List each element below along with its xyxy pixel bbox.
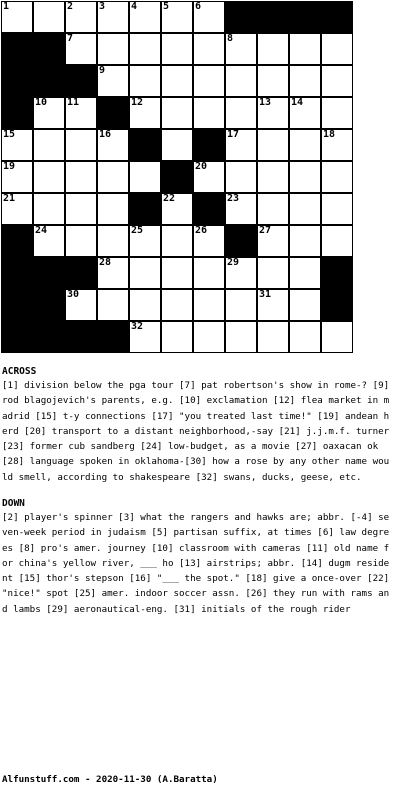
clue-number: 19 [3,161,16,172]
black-square [65,257,97,289]
clue-number: 11 [67,97,80,108]
down-clues: [2] player's spinner [3] what the rangers and hawks are; abbr. [-4] seven-week period in judaism [5] partisan suffix, at times [6] law degrees [8] pro's amer. journey [10] classroom with cameras [11] old name for china's yellow river, ___ ho [13] airstrips; abbr. [14] dugm resident [15] thor's stepson [16] "___ the spot." [18] give a once-over [22] "nice!" spot [25] amer. indoor soccer assn. [26] they run with rams and lambs [29] aeronautical-eng. [31] initials of the rough rider [2,512,395,615]
black-square [1,65,33,97]
clue-number: 29 [227,257,240,268]
across-clues: [1] division below the pga tour [7] pat robertson's show in rome-? [9] rod blagojevich's parents, e.g. [10] exclamation [12] flea market in madrid [15] t-y connections [17] "you treated last time!" [19] andean herd [20] transport to a distant neighborhood,-say [21] j.j.m.f. turner [23] former cub sandberg [24] low-budget, as a movie [27] oaxacan ok [28] language spoken in oklahoma-[30] how a rose by any other name would smell, according to shakespeare [32] swans, ducks, geese, etc. [2,380,395,483]
letter-square[interactable] [225,97,257,129]
black-square [321,1,353,33]
letter-square[interactable] [129,257,161,289]
clue-number: 7 [67,33,74,44]
letter-square[interactable] [97,289,129,321]
black-square [129,129,161,161]
letter-square[interactable] [33,129,65,161]
letter-square[interactable] [225,129,257,161]
letter-square[interactable] [257,161,289,193]
letter-square[interactable] [289,129,321,161]
letter-square[interactable] [129,65,161,97]
letter-square[interactable] [65,129,97,161]
clue-number: 27 [259,225,272,236]
letter-square[interactable] [257,65,289,97]
letter-square[interactable] [97,161,129,193]
letter-square[interactable] [33,1,65,33]
letter-square[interactable] [161,289,193,321]
clue-number: 10 [35,97,48,108]
letter-square[interactable] [33,97,65,129]
clue-number: 21 [3,193,16,204]
letter-square[interactable] [97,225,129,257]
footer-credit: Alfunstuff.com - 2020-11-30 (A.Baratta) [2,774,218,785]
letter-square[interactable] [257,97,289,129]
clue-number: 6 [195,1,202,12]
letter-square[interactable] [193,161,225,193]
letter-square[interactable] [161,1,193,33]
letter-square[interactable] [289,65,321,97]
letter-square[interactable] [129,1,161,33]
letter-square[interactable] [321,225,353,257]
black-square [33,65,65,97]
letter-square[interactable] [97,33,129,65]
black-square [33,257,65,289]
black-square [1,289,33,321]
letter-square[interactable] [129,321,161,353]
letter-square[interactable] [97,193,129,225]
letter-square[interactable] [33,161,65,193]
letter-square[interactable] [65,289,97,321]
letter-square[interactable] [97,257,129,289]
clue-number: 8 [227,33,234,44]
letter-square[interactable] [225,193,257,225]
black-square [225,1,257,33]
letter-square[interactable] [257,321,289,353]
letter-square[interactable] [321,33,353,65]
clue-number: 26 [195,225,208,236]
letter-square[interactable] [65,97,97,129]
letter-square[interactable] [161,225,193,257]
letter-square[interactable] [289,33,321,65]
letter-square[interactable] [97,65,129,97]
letter-square[interactable] [193,1,225,33]
clue-number: 24 [35,225,48,236]
letter-square[interactable] [225,161,257,193]
letter-square[interactable] [65,161,97,193]
black-square [289,1,321,33]
black-square [97,321,129,353]
black-square [97,97,129,129]
letter-square[interactable] [97,129,129,161]
clue-number: 14 [291,97,304,108]
letter-square[interactable] [257,257,289,289]
clue-number: 25 [131,225,144,236]
letter-square[interactable] [129,225,161,257]
clue-number: 16 [99,129,112,140]
black-square [65,321,97,353]
letter-square[interactable] [257,289,289,321]
letter-square[interactable] [193,321,225,353]
clue-number: 3 [99,1,106,12]
across-heading: ACROSS [2,366,37,377]
clue-number: 5 [163,1,170,12]
letter-square[interactable] [225,289,257,321]
clue-number: 22 [163,193,176,204]
black-square [321,257,353,289]
letter-square[interactable] [1,129,33,161]
letter-square[interactable] [321,129,353,161]
clue-number: 23 [227,193,240,204]
black-square [1,257,33,289]
letter-square[interactable] [161,257,193,289]
letter-square[interactable] [1,1,33,33]
letter-square[interactable] [33,193,65,225]
clue-number: 17 [227,129,240,140]
letter-square[interactable] [161,321,193,353]
black-square [321,289,353,321]
letter-square[interactable] [289,289,321,321]
letter-square[interactable] [65,1,97,33]
clue-number: 1 [3,1,10,12]
clue-number: 18 [323,129,336,140]
letter-square[interactable] [129,33,161,65]
letter-square[interactable] [65,193,97,225]
letter-square[interactable] [225,257,257,289]
letter-square[interactable] [257,129,289,161]
clue-number: 13 [259,97,272,108]
letter-square[interactable] [193,33,225,65]
clue-number: 30 [67,289,80,300]
clue-number: 4 [131,1,138,12]
down-heading: DOWN [2,498,25,509]
black-square [193,129,225,161]
letter-square[interactable] [161,33,193,65]
letter-square[interactable] [193,225,225,257]
letter-square[interactable] [65,33,97,65]
clue-number: 31 [259,289,272,300]
letter-square[interactable] [225,33,257,65]
letter-square[interactable] [321,65,353,97]
black-square [1,225,33,257]
black-square [225,225,257,257]
black-square [257,1,289,33]
black-square [33,289,65,321]
black-square [1,33,33,65]
black-square [65,65,97,97]
letter-square[interactable] [321,193,353,225]
letter-square[interactable] [129,97,161,129]
black-square [161,161,193,193]
black-square [193,193,225,225]
black-square [33,33,65,65]
letter-square[interactable] [129,161,161,193]
clue-number: 15 [3,129,16,140]
clue-number: 28 [99,257,112,268]
letter-square[interactable] [289,161,321,193]
letter-square[interactable] [321,321,353,353]
letter-square[interactable] [193,65,225,97]
letter-square[interactable] [257,193,289,225]
letter-square[interactable] [193,289,225,321]
letter-square[interactable] [289,225,321,257]
crossword-grid [0,0,354,354]
letter-square[interactable] [257,33,289,65]
letter-square[interactable] [289,97,321,129]
clue-number: 12 [131,97,144,108]
letter-square[interactable] [129,289,161,321]
clue-number: 9 [99,65,106,76]
letter-square[interactable] [193,257,225,289]
letter-square[interactable] [193,97,225,129]
black-square [33,321,65,353]
clue-number: 20 [195,161,208,172]
letter-square[interactable] [161,129,193,161]
clue-number: 32 [131,321,144,332]
letter-square[interactable] [1,161,33,193]
letter-square[interactable] [289,321,321,353]
letter-square[interactable] [65,225,97,257]
black-square [1,97,33,129]
letter-square[interactable] [97,1,129,33]
letter-square[interactable] [289,193,321,225]
letter-square[interactable] [257,225,289,257]
letter-square[interactable] [161,97,193,129]
black-square [1,321,33,353]
letter-square[interactable] [321,161,353,193]
letter-square[interactable] [321,97,353,129]
letter-square[interactable] [33,225,65,257]
letter-square[interactable] [225,321,257,353]
letter-square[interactable] [289,257,321,289]
letter-square[interactable] [225,65,257,97]
letter-square[interactable] [161,193,193,225]
letter-square[interactable] [161,65,193,97]
black-square [129,193,161,225]
clue-number: 2 [67,1,74,12]
letter-square[interactable] [1,193,33,225]
